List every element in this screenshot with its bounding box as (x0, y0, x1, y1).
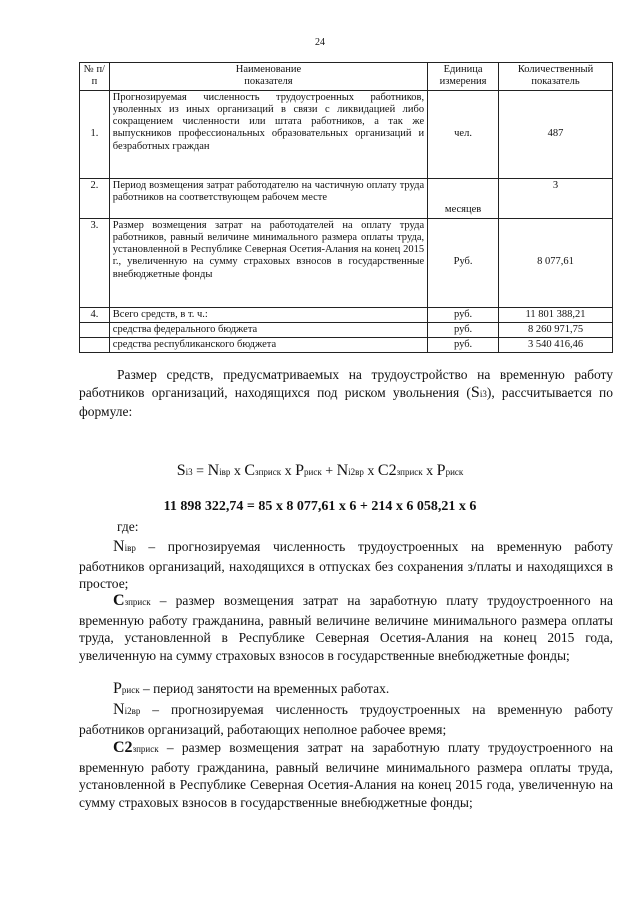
row-num: 4. (80, 307, 110, 322)
header-name: Наименование показателя (109, 63, 427, 91)
row-num (80, 338, 110, 353)
row-qty: 3 (499, 178, 613, 218)
row-num: 1. (80, 90, 110, 178)
formula-numeric: 11 898 322,74 = 85 x 8 077,61 x 6 + 214 x 6 058,21 x 6 (163, 499, 477, 514)
definition-p-risk: Pриск – период занятости на временных работах. (113, 680, 390, 697)
row-qty: 11 801 388,21 (499, 307, 613, 322)
header-num: № п/п (80, 63, 110, 91)
row-unit: месяцев (428, 178, 499, 218)
table-row (80, 322, 613, 337)
row-unit: руб. (428, 307, 499, 322)
table-row (80, 307, 613, 322)
row-name: средства федерального бюджета (109, 322, 427, 337)
row-unit: руб. (428, 338, 499, 353)
row-name: Период возмещения затрат работодателю на частичную оплату труда работников на соответствующем рабочем месте (109, 178, 427, 218)
row-num (80, 322, 110, 337)
table-header-row (80, 63, 613, 91)
header-unit: Единица измерения (428, 63, 499, 91)
row-num: 2. (80, 178, 110, 218)
row-name: Прогнозируемая численность трудоустроенных работников, уволенных из иных организаций в связи с ликвидацией либо сокращением численности или штата работников, а так же выпускников профессиональных образовательных организаций и безработных граждан (109, 90, 427, 178)
definition-n-i2vr: Ni2вр – прогнозируемая численность трудоустроенных на временную работу работников организаций, работающих неполное рабочее время; (79, 701, 613, 737)
table-row (80, 178, 613, 218)
table-row (80, 90, 613, 178)
row-unit: руб. (428, 322, 499, 337)
header-qty: Количественный показатель (499, 63, 613, 91)
row-name: Размер возмещения затрат на работодателей на оплату труда работников, равный величине минимального размера оплаты труда, установленной в Республике Северная Осетия-Алания на конец 2015 г., увеличенную на сумму страховых взносов в государственные внебюджетные фонды (109, 218, 427, 307)
row-num: 3. (80, 218, 110, 307)
table-row (80, 218, 613, 307)
row-name: средства республиканского бюджета (109, 338, 427, 353)
row-unit: Руб. (428, 218, 499, 307)
definition-n-ivr: Niвр – прогнозируемая численность трудоустроенных на временную работу работников организаций, находящихся в отпусках без сохранения з/платы и находящихся в простое; (79, 538, 613, 591)
row-unit: чел. (428, 90, 499, 178)
indicators-table (79, 62, 613, 353)
row-name: Всего средств, в т. ч.: (109, 307, 427, 322)
row-qty: 3 540 416,46 (499, 338, 613, 353)
row-qty: 8 260 971,75 (499, 322, 613, 337)
definition-c-zprisk: Cзприск – размер возмещения затрат на заработную плату трудоустроенного на временную работу гражданина, равный величине величине минимального размера оплаты труда, установленной в Республике Северная Осетия-Алания на конец 2015 года, увеличенную на сумму страховых взносов в государственные внебюджетные фонды; (79, 592, 613, 663)
row-qty: 8 077,61 (499, 218, 613, 307)
intro-paragraph: Размер средств, предусматриваемых на трудоустройство на временную работу работников организаций, находящихся под риском увольнения (Si3), рассчитывается по формуле: (79, 367, 613, 419)
where-label: где: (117, 519, 139, 534)
formula-symbolic: Si3 = Niвр x Cзприск x Pриск + Ni2вр x C2зприск x Pриск (176, 462, 464, 479)
table-row (80, 338, 613, 353)
row-qty: 487 (499, 90, 613, 178)
definition-c2-zprisk: C2зприск – размер возмещения затрат на заработную плату трудоустроенного на временную работу гражданина, равный величине минимального размера оплаты труда, установленной в Республике Северная Осетия-Алания на конец 2015 года, увеличенную на сумму страховых взносов в государственные внебюджетные фонды; (79, 739, 613, 810)
page-number: 24 (315, 37, 325, 48)
